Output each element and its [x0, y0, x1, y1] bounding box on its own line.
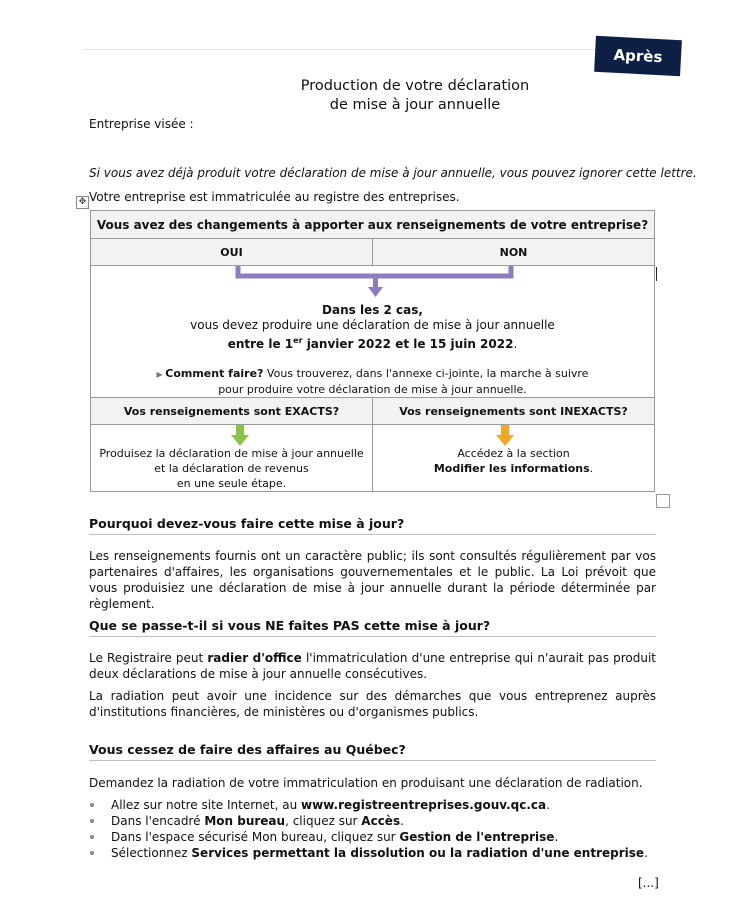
intro-note: Si vous avez déjà produit votre déclaration de mise à jour annuelle, vous pouvez ignorer cette lettre.	[89, 166, 697, 180]
merge-arrow-icon	[91, 266, 656, 300]
orange-down-arrow-icon	[495, 425, 515, 447]
section-title-cease: Vous cessez de faire des affaires au Québec?	[89, 742, 656, 761]
deadline-dates: entre le 1er janvier 2022 et le 15 juin 2022.	[227, 336, 518, 351]
exact-line-2: et la déclaration de revenus	[154, 462, 309, 475]
consequence-paragraph-1: Le Registraire peut radier d'office l'immatriculation d'une entreprise qui n'aurait pas produit deux déclarations de mise à jour annuelle consécutives.	[89, 651, 657, 681]
apres-badge: Après	[594, 36, 682, 76]
header-rule	[84, 49, 656, 50]
inexact-cell	[373, 425, 655, 492]
exact-cell	[91, 425, 373, 492]
howto-line-2: pour produire votre déclaration de mise à jour annuelle.	[218, 383, 527, 396]
inexact-header: Vos renseignements sont INEXACTS?	[373, 398, 655, 425]
section-title-why: Pourquoi devez-vous faire cette mise à jour?	[89, 516, 656, 535]
text-cursor	[656, 267, 657, 281]
exact-line-3: en une seule étape.	[176, 477, 287, 490]
decision-table	[90, 210, 655, 492]
steps-list	[89, 797, 656, 861]
registered-statement: Votre entreprise est immatriculée au registre des entreprises.	[89, 190, 460, 204]
green-down-arrow-icon	[230, 425, 250, 447]
table-resize-handle[interactable]	[656, 494, 670, 508]
title-line-1: Production de votre déclaration	[300, 78, 530, 94]
title-line-2: de mise à jour annuelle	[329, 97, 501, 113]
consequence-paragraph-2: La radiation peut avoir une incidence sur des démarches que vous entreprenez auprès d'institutions financières, de ministères ou d'organismes publics.	[89, 689, 656, 719]
inexact-line-1: Accédez à la section	[457, 447, 570, 460]
no-cell: NON	[373, 239, 655, 266]
triangle-bullet-icon: ▶	[156, 370, 166, 379]
entreprise-label: Entreprise visée :	[89, 117, 194, 131]
howto-line: ▶ Comment faire? Vous trouverez, dans l'annexe ci-jointe, la marche à suivre	[156, 367, 589, 380]
both-cases-title: Dans les 2 cas,	[322, 303, 423, 317]
list-item: Sélectionnez Services permettant la dissolution ou la radiation d'une entreprise.	[89, 845, 656, 861]
section-text-why: Les renseignements fournis ont un caractère public; ils sont consultés régulièrement par vos partenaires d'affaires, les organisations gouvernementales et le public. La Loi prévoit que vous produisiez une déclaration de mise à jour annuelle durant la période déterminée par règlement.	[89, 549, 656, 611]
continuation-ellipsis: [...]	[638, 876, 659, 890]
list-item: Dans l'espace sécurisé Mon bureau, cliquez sur Gestion de l'entreprise.	[89, 829, 656, 845]
exact-header: Vos renseignements sont EXACTS?	[91, 398, 373, 425]
list-item: Dans l'encadré Mon bureau, cliquez sur Accès.	[89, 813, 656, 829]
section-title-consequence: Que se passe-t-il si vous NE faites PAS cette mise à jour?	[89, 618, 656, 637]
both-cases-cell	[91, 266, 655, 398]
cease-paragraph: Demandez la radiation de votre immatriculation en produisant une déclaration de radiation.	[89, 776, 643, 790]
table-move-handle-icon[interactable]: ✥	[76, 196, 89, 209]
exact-line-1: Produisez la déclaration de mise à jour annuelle	[99, 447, 364, 460]
list-item: Allez sur notre site Internet, au www.registreentreprises.gouv.qc.ca.	[89, 797, 656, 813]
page-title	[240, 77, 590, 115]
yes-cell: OUI	[91, 239, 373, 266]
both-cases-line: vous devez produire une déclaration de mise à jour annuelle	[190, 318, 555, 332]
question-cell: Vous avez des changements à apporter aux renseignements de votre entreprise?	[91, 211, 655, 239]
inexact-line-2: Modifier les informations.	[433, 462, 594, 475]
